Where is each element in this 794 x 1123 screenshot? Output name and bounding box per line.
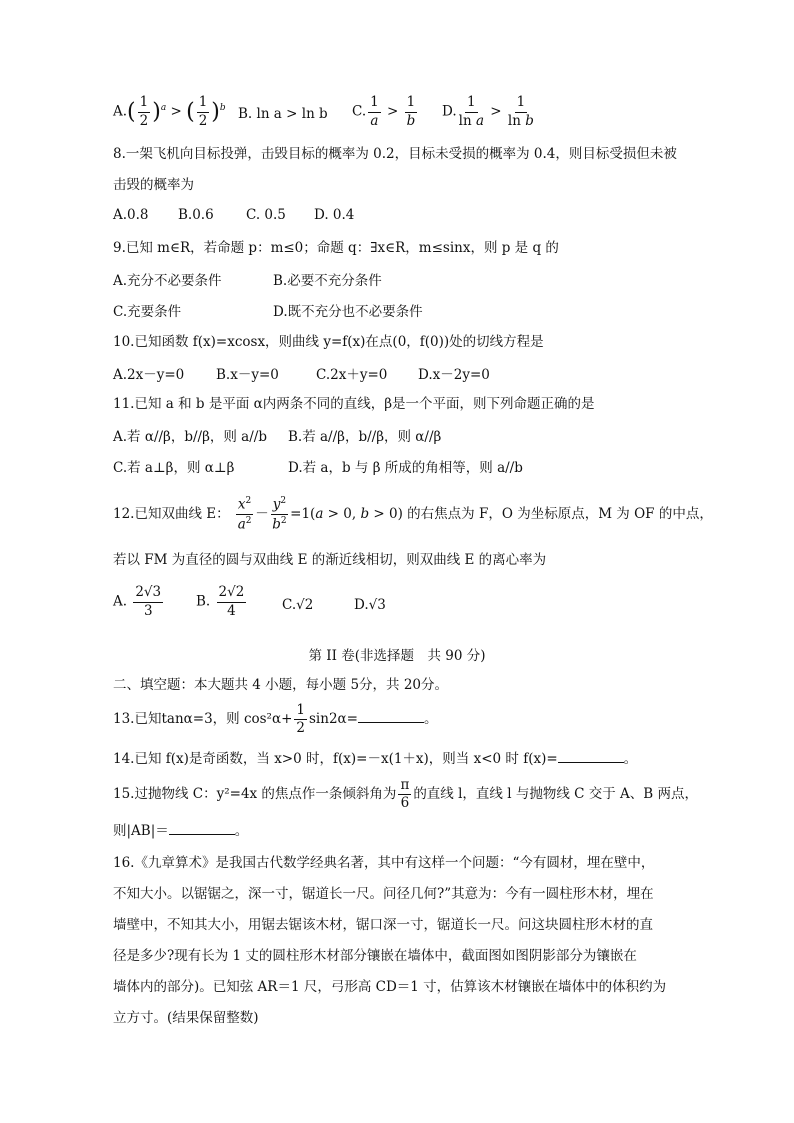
q7-option-c: C. $\frac{1}{a}$ > $\frac{1}{b}$	[352, 94, 416, 129]
q9-option-d: D.既不充分也不必要条件	[273, 304, 423, 320]
q12-option-b: B. $\frac{2√2}{4}$	[196, 584, 245, 619]
q14: 14.已知 f(x)是奇函数，当 x>0 时，f(x)=－x(1＋x)，则当 x<0 时 f(x)= 。	[113, 748, 637, 769]
q16-line4: 径是多少?现有长为 1 丈的圆柱形木材部分镶嵌在墙体中，截面图如图阴影部分为镶嵌在	[113, 948, 637, 964]
q15-line2: 则|AB|＝ 。	[113, 820, 248, 841]
q9-stem: 9.已知 m∈R，若命题 p：m≤0；命题 q：∃x∈R，m≤sinx，则 p 是 q 的	[113, 240, 559, 256]
q16-line5: 墙体内的部分)。已知弦 AR＝1 尺，弓形高 CD＝1 寸，估算该木材镶嵌在墙体中的体积约为	[113, 979, 667, 995]
q8-option-b: B.0.6	[178, 207, 214, 223]
q8-option-d: D. 0.4	[314, 207, 355, 223]
q16-line6: 立方寸。(结果保留整数)	[113, 1010, 259, 1026]
q11-option-b: B.若 a//β，b//β，则 α//β	[288, 429, 442, 445]
q11-option-d: D.若 a，b 与 β 所成的角相等，则 a//b	[288, 460, 523, 476]
q10-option-b: B.x－y=0	[216, 367, 279, 383]
q7-option-b: B. ln a > ln b	[238, 106, 328, 122]
q16-line2: 不知大小。以锯锯之，深一寸，锯道长一尺。问径几何?”其意为：今有一圆柱形木材，埋在	[113, 886, 654, 902]
q9-option-a: A.充分不必要条件	[113, 273, 222, 289]
q11-option-c: C.若 a⊥β，则 α⊥β	[113, 460, 235, 476]
q11-stem: 11.已知 a 和 b 是平面 α内两条不同的直线，β是一个平面，则下列命题正确的是	[113, 396, 595, 412]
q12-option-c: C.√2	[282, 597, 314, 613]
q12-stem-line2: 若以 FM 为直径的圆与双曲线 E 的渐近线相切，则双曲线 E 的离心率为	[113, 552, 547, 568]
q15-answer-blank	[169, 820, 235, 835]
q7-option-a: A.( $\frac{1}{2}$ )$^a$ > ( $\frac{1}{2}$ )$^b$	[113, 94, 226, 129]
q12-stem-line1: 12.已知双曲线 E： $\frac{x^2}{a^2}$ － $\frac{y^2}{b^2}$ =1(a > 0, b > 0) 的右焦点为 F，O 为坐标原点，M 为 OF 的中点，	[113, 496, 713, 533]
q16-line1: 16.《九章算术》是我国古代数学经典名著，其中有这样一个问题：“今有圆材，埋在壁中，	[113, 855, 655, 871]
q12-option-d: D.√3	[354, 597, 386, 613]
q10-option-a: A.2x－y=0	[113, 367, 185, 383]
q8-option-a: A.0.8	[113, 207, 149, 223]
q13-answer-blank	[358, 708, 424, 723]
q7-option-d: D. $\frac{1}{\text{ln a}}$ > $\frac{1}{\text{ln b}}$	[442, 94, 534, 129]
q14-answer-blank	[558, 748, 624, 763]
q8-option-c: C. 0.5	[246, 207, 286, 223]
q10-option-c: C.2x＋y=0	[316, 367, 388, 383]
q9-option-c: C.充要条件	[113, 304, 182, 320]
section2-title: 第 II 卷(非选择题 共 90 分)	[308, 648, 486, 664]
section2-header: 二、填空题：本大题共 4 小题，每小题 5分，共 20分。	[113, 677, 449, 693]
q9-option-b: B.必要不充分条件	[273, 273, 382, 289]
q8-stem-line2: 击毁的概率为	[113, 177, 194, 193]
q10-stem: 10.已知函数 f(x)=xcosx，则曲线 y=f(x)在点(0，f(0))处的切线方程是	[113, 334, 544, 350]
q8-stem-line1: 8.一架飞机向目标投弹，击毁目标的概率为 0.2，目标未受损的概率为 0.4，则目标受损但未被	[113, 146, 677, 162]
q10-option-d: D.x－2y=0	[418, 367, 490, 383]
q13: 13.已知tanα=3，则 cos²α+ $\frac{1}{2}$ sin2α= 。	[113, 701, 438, 736]
q12-option-a: A. $\frac{2√3}{3}$	[113, 584, 162, 619]
q11-option-a: A.若 α//β，b//β，则 a//b	[113, 429, 267, 445]
q15-line1: 15.过抛物线 C：y²=4x 的焦点作一条倾斜角为 $\frac{\pi}{6}$ 的直线 l，直线 l 与抛物线 C 交于 A、B 两点，	[113, 776, 698, 811]
q16-line3: 墙壁中，不知其大小，用锯去锯该木材，锯口深一寸，锯道长一尺。问这块圆柱形木材的直	[113, 917, 653, 933]
